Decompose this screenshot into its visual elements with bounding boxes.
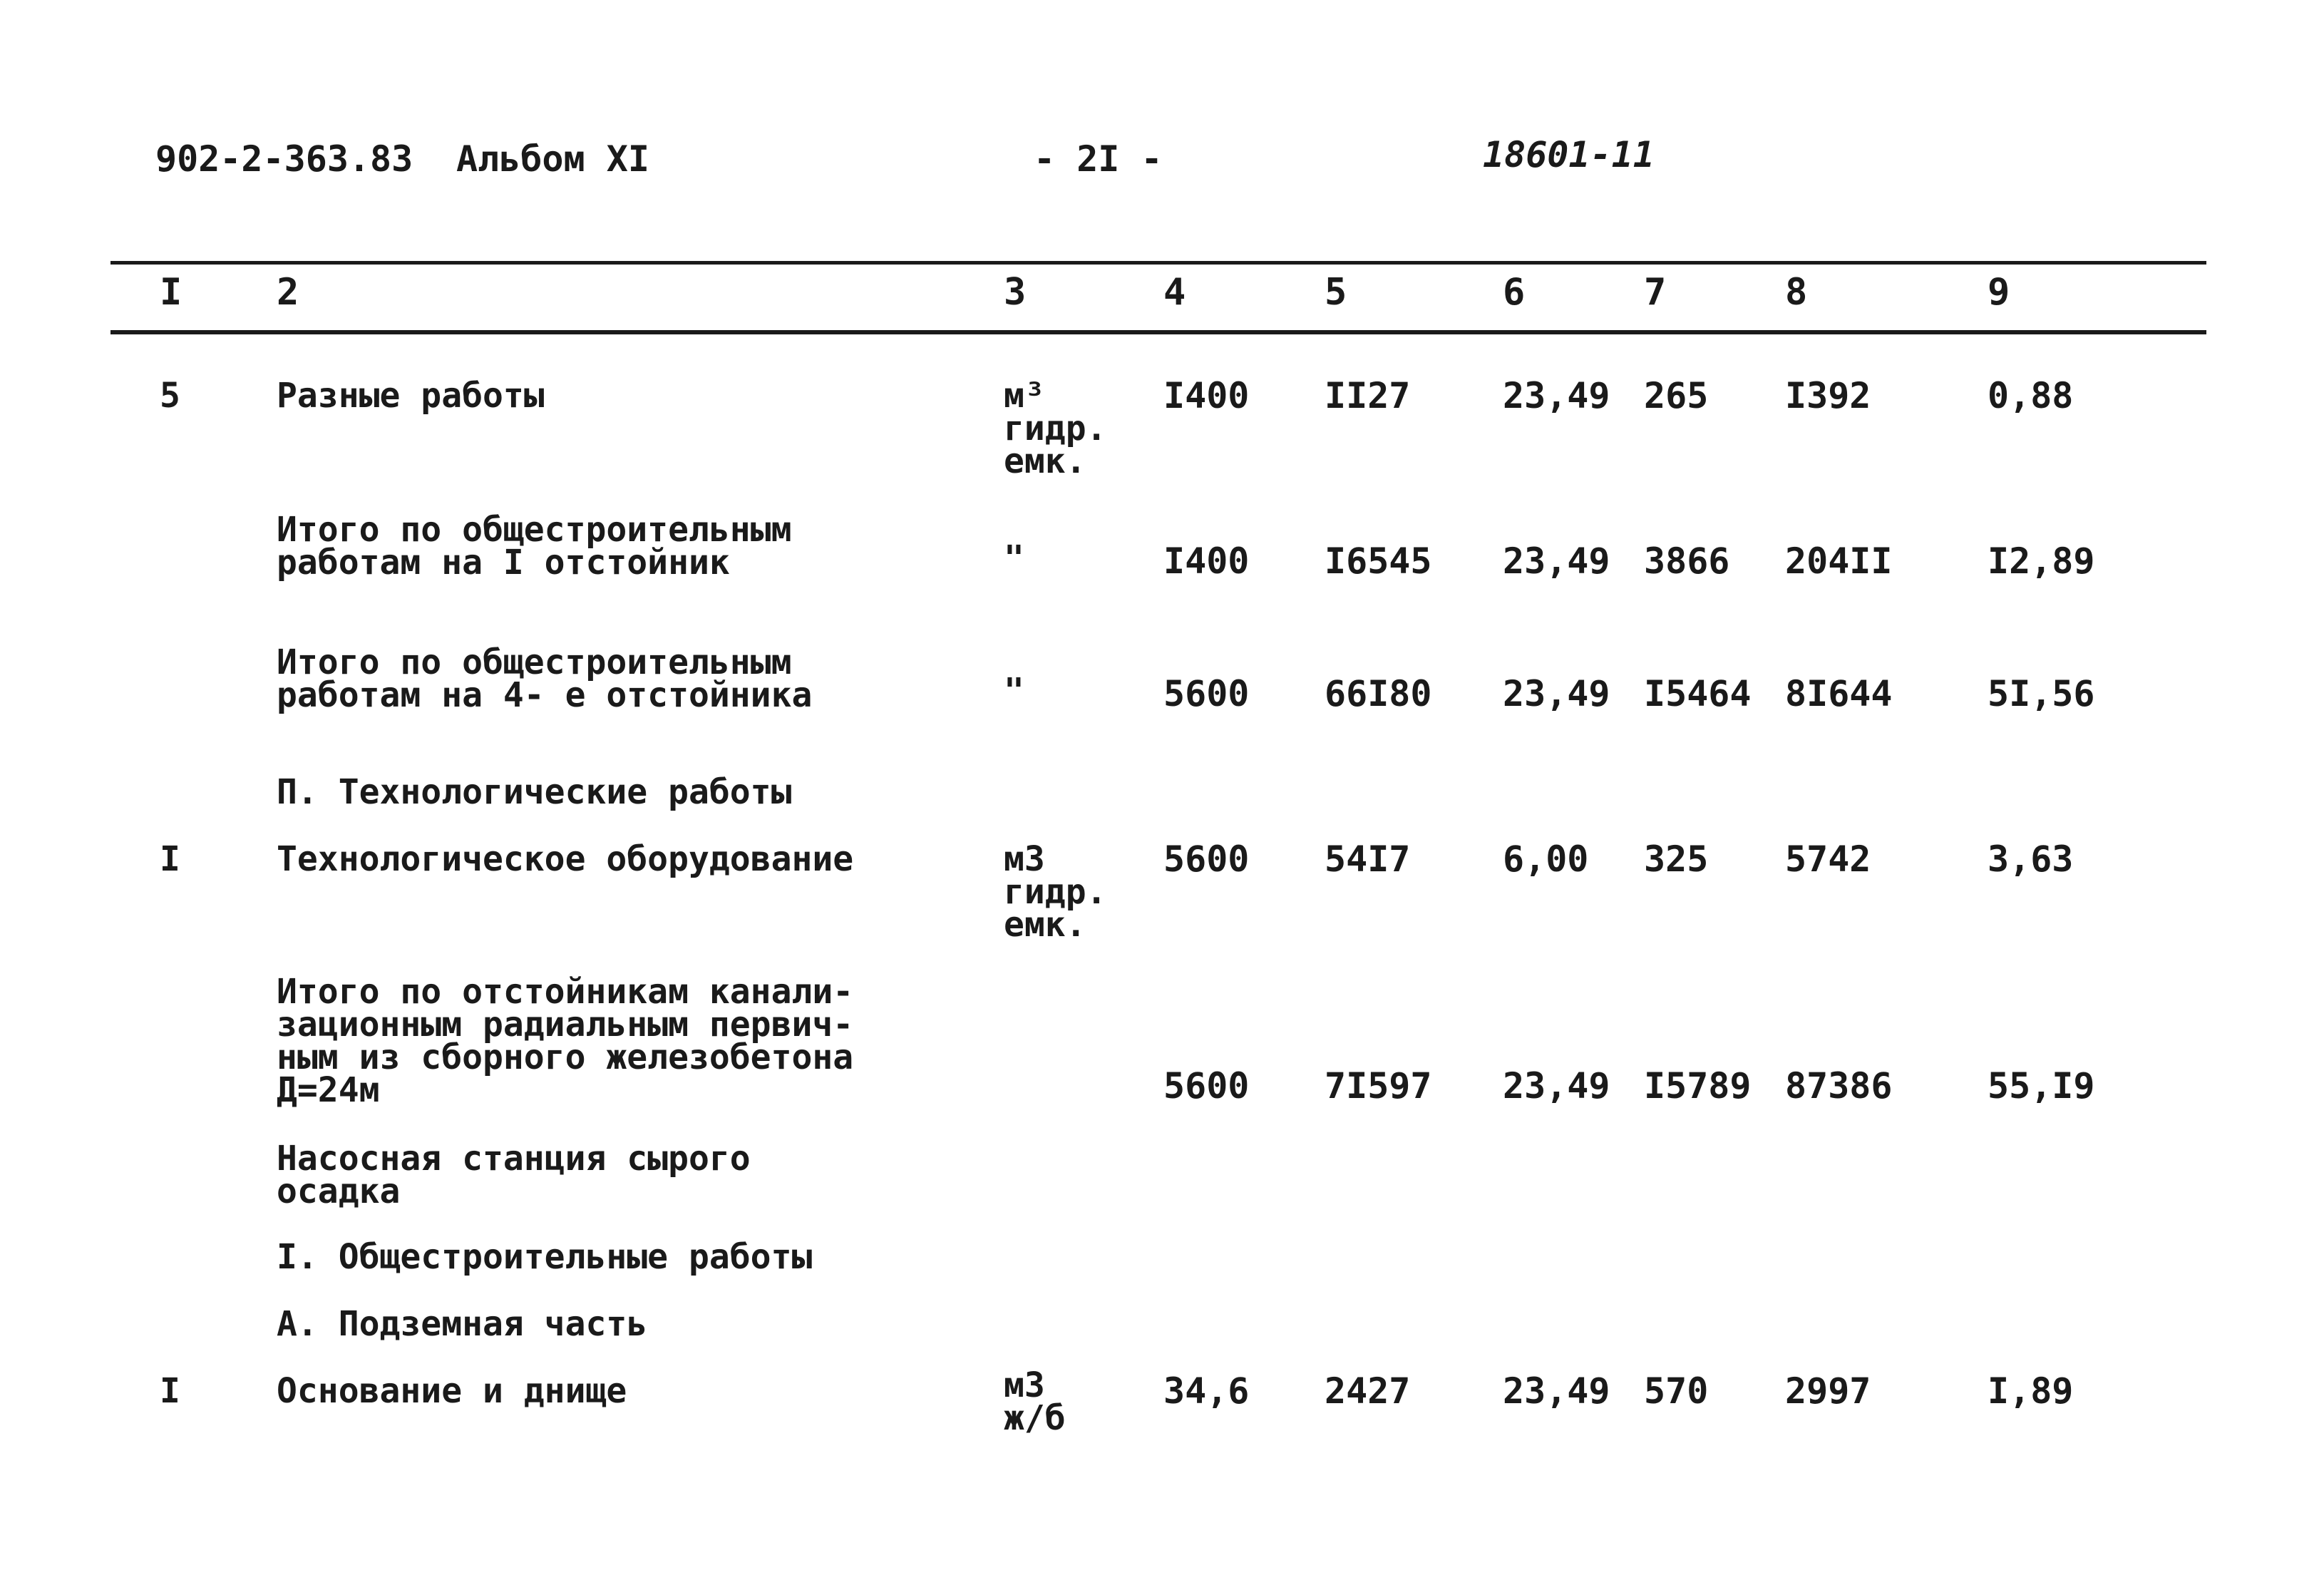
cell-col7: 265 bbox=[1644, 375, 1709, 416]
cell-col7: I5464 bbox=[1644, 673, 1752, 714]
column-header-6: 6 bbox=[1503, 271, 1526, 314]
row-number: I bbox=[160, 1371, 180, 1411]
cell-col8: 5742 bbox=[1785, 838, 1871, 880]
cell-col6: 23,49 bbox=[1503, 1065, 1610, 1107]
row-name: Разные работы bbox=[277, 376, 545, 416]
row-unit: м³ bbox=[1004, 376, 1045, 416]
cell-col4: 5600 bbox=[1163, 838, 1250, 880]
cell-col9: I,89 bbox=[1988, 1370, 2074, 1412]
row-unit: гидр. bbox=[1004, 409, 1107, 448]
column-header-5: 5 bbox=[1325, 271, 1347, 314]
column-header-2: 2 bbox=[277, 271, 299, 314]
cell-col7: 3866 bbox=[1644, 540, 1730, 582]
row-name: зационным радиальным первич- bbox=[277, 1005, 854, 1045]
row-name: Итого по отстойникам канали- bbox=[277, 972, 854, 1012]
row-unit: ж/б bbox=[1004, 1398, 1066, 1438]
row-unit: емк. bbox=[1004, 441, 1086, 481]
cell-col4: 5600 bbox=[1163, 673, 1250, 714]
column-header-1: I bbox=[160, 271, 182, 314]
row-name: работам на I отстойник bbox=[277, 543, 730, 583]
column-header-8: 8 bbox=[1785, 271, 1808, 314]
cell-col5: 7I597 bbox=[1325, 1065, 1432, 1107]
section-heading: I. Общестроительные работы bbox=[277, 1237, 813, 1277]
row-unit: м3 bbox=[1004, 839, 1045, 879]
row-unit: гидр. bbox=[1004, 872, 1107, 912]
row-name: Итого по общестроительным bbox=[277, 642, 792, 682]
section-heading: П. Технологические работы bbox=[277, 772, 792, 812]
column-header-4: 4 bbox=[1163, 271, 1186, 314]
cell-col5: 66I80 bbox=[1325, 673, 1432, 714]
cell-col8: 8I644 bbox=[1785, 673, 1893, 714]
cell-col5: I6545 bbox=[1325, 540, 1432, 582]
cell-col9: 55,I9 bbox=[1988, 1065, 2095, 1107]
cell-col9: 0,88 bbox=[1988, 375, 2074, 416]
cell-col9: 5I,56 bbox=[1988, 673, 2095, 714]
handwritten-note: 18601-11 bbox=[1483, 134, 1655, 175]
cell-col6: 23,49 bbox=[1503, 1370, 1610, 1412]
row-name: Итого по общестроительным bbox=[277, 510, 792, 550]
row-unit: " bbox=[1004, 671, 1024, 711]
table-top-rule bbox=[110, 261, 2206, 265]
subsection-title: осадка bbox=[277, 1171, 401, 1211]
cell-col9: 3,63 bbox=[1988, 838, 2074, 880]
cell-col4: I400 bbox=[1163, 540, 1250, 582]
column-header-9: 9 bbox=[1988, 271, 2010, 314]
row-name: работам на 4- е отстойника bbox=[277, 675, 813, 715]
cell-col8: 2997 bbox=[1785, 1370, 1871, 1412]
page-number: - 2I - bbox=[1034, 138, 1163, 180]
cell-col9: I2,89 bbox=[1988, 540, 2095, 582]
subsection-title: Насосная станция сырого bbox=[277, 1139, 751, 1179]
column-header-7: 7 bbox=[1644, 271, 1667, 314]
cell-col6: 23,49 bbox=[1503, 540, 1610, 582]
cell-col6: 23,49 bbox=[1503, 673, 1610, 714]
row-name: Основание и днище bbox=[277, 1371, 627, 1411]
cell-col8: 87386 bbox=[1785, 1065, 1893, 1107]
cell-col7: 325 bbox=[1644, 838, 1709, 880]
album-label: Альбом XI bbox=[456, 138, 649, 180]
row-name: ным из сборного железобетона bbox=[277, 1037, 854, 1077]
cell-col7: 570 bbox=[1644, 1370, 1709, 1412]
cell-col5: 2427 bbox=[1325, 1370, 1411, 1412]
cell-col8: 204II bbox=[1785, 540, 1893, 582]
table-header-rule bbox=[110, 330, 2206, 334]
column-header-3: 3 bbox=[1004, 271, 1027, 314]
row-unit: м3 bbox=[1004, 1365, 1045, 1405]
row-name: Технологическое оборудование bbox=[277, 839, 854, 879]
row-unit: " bbox=[1004, 538, 1024, 578]
cell-col5: II27 bbox=[1325, 375, 1411, 416]
row-number: I bbox=[160, 839, 180, 879]
cell-col8: I392 bbox=[1785, 375, 1871, 416]
cell-col4: 5600 bbox=[1163, 1065, 1250, 1107]
cell-col7: I5789 bbox=[1644, 1065, 1752, 1107]
document-code: 902-2-363.83 bbox=[155, 138, 413, 180]
cell-col4: I400 bbox=[1163, 375, 1250, 416]
cell-col5: 54I7 bbox=[1325, 838, 1411, 880]
cell-col6: 23,49 bbox=[1503, 375, 1610, 416]
row-unit: емк. bbox=[1004, 905, 1086, 945]
row-number: 5 bbox=[160, 376, 180, 416]
cell-col6: 6,00 bbox=[1503, 838, 1589, 880]
cell-col4: 34,6 bbox=[1163, 1370, 1250, 1412]
section-heading: А. Подземная часть bbox=[277, 1304, 648, 1344]
row-name: Д=24м bbox=[277, 1070, 380, 1110]
